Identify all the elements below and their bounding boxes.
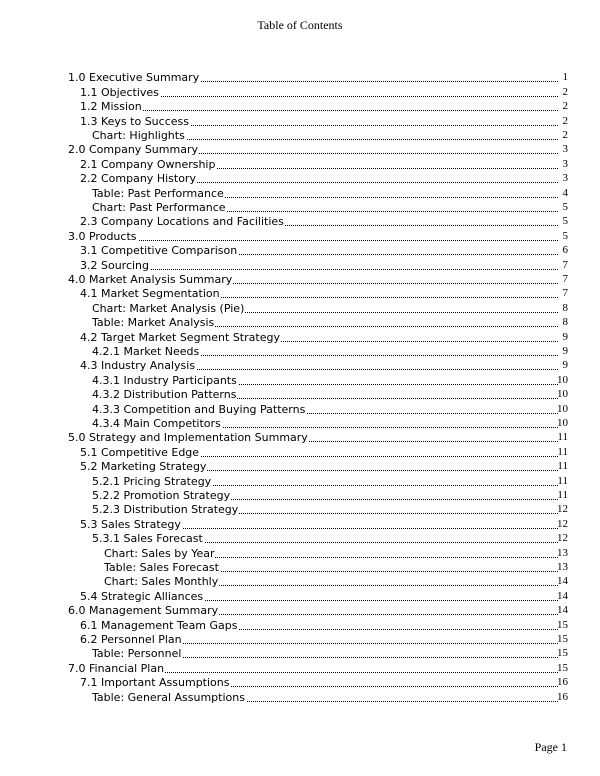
- toc-entry[interactable]: [0, 70, 600, 84]
- toc-entry[interactable]: [0, 459, 600, 473]
- toc-entry[interactable]: [0, 675, 600, 689]
- toc-entry-title: 5.3.1 Sales Forecast: [92, 532, 203, 546]
- toc-entry-page: 3: [562, 157, 568, 170]
- toc-entry[interactable]: [0, 617, 600, 631]
- toc-entry-title: 4.3.2 Distribution Patterns: [92, 388, 237, 402]
- toc-entry-page: 6: [562, 244, 568, 257]
- toc-entry-page: 15: [557, 632, 568, 645]
- toc-entry[interactable]: [0, 358, 600, 372]
- toc-entry-title: Chart: Past Performance: [92, 200, 226, 214]
- toc-entry-title: Table: Sales Forecast: [104, 560, 219, 574]
- toc-entry[interactable]: [0, 84, 600, 98]
- toc-entry-title: 1.3 Keys to Success: [80, 114, 189, 128]
- toc-entry-page: 11: [557, 431, 568, 444]
- toc-entry-title: Chart: Market Analysis (Pie): [92, 301, 245, 315]
- toc-entry-page: 13: [557, 560, 568, 573]
- toc-entry[interactable]: [0, 185, 600, 199]
- toc-entry[interactable]: [0, 128, 600, 142]
- toc-entry-title: 4.2.1 Market Needs: [92, 344, 200, 358]
- toc-entry[interactable]: [0, 257, 600, 271]
- toc-entry-title: 7.1 Important Assumptions: [80, 676, 230, 690]
- toc-entry-title: Chart: Sales by Year: [104, 546, 215, 560]
- toc-entry-title: 4.3.1 Industry Participants: [92, 373, 237, 387]
- toc-entry-title: 2.2 Company History: [80, 172, 196, 186]
- toc-entry-page: 16: [557, 690, 568, 703]
- toc-entry-page: 10: [557, 416, 568, 429]
- toc-entry-page: 2: [562, 85, 568, 98]
- toc-entry-page: 7: [562, 287, 568, 300]
- toc-entry-title: Chart: Highlights: [92, 128, 185, 142]
- toc-entry[interactable]: [0, 171, 600, 185]
- toc-entry[interactable]: [0, 545, 600, 559]
- toc-entry[interactable]: [0, 689, 600, 703]
- toc-entry-title: 5.2 Marketing Strategy: [80, 460, 207, 474]
- toc-entry-page: 15: [557, 647, 568, 660]
- toc-entry-page: 8: [562, 316, 568, 329]
- toc-entry-page: 5: [562, 229, 568, 242]
- toc-entry-page: 1: [562, 71, 568, 84]
- toc-entry-title: 3.0 Products: [68, 229, 137, 243]
- toc-entry-page: 2: [562, 128, 568, 141]
- toc-entry-title: 5.3 Sales Strategy: [80, 517, 181, 531]
- toc-entry-page: 12: [557, 532, 568, 545]
- toc-entry-page: 15: [557, 661, 568, 674]
- toc-entry[interactable]: [0, 329, 600, 343]
- toc-entry-title: 4.1 Market Segmentation: [80, 287, 220, 301]
- toc-entry[interactable]: [0, 444, 600, 458]
- toc-entry-page: 16: [557, 676, 568, 689]
- toc-entry-page: 2: [562, 114, 568, 127]
- page-number-footer: Page 1: [534, 740, 567, 754]
- toc-entry-page: 14: [557, 589, 568, 602]
- toc-entry[interactable]: [0, 588, 600, 602]
- toc-entry[interactable]: [0, 416, 600, 430]
- toc-entry-title: 4.3.3 Competition and Buying Patterns: [92, 402, 306, 416]
- toc-entry-title: 4.2 Target Market Segment Strategy: [80, 330, 280, 344]
- toc-entry-title: 6.2 Personnel Plan: [80, 632, 182, 646]
- toc-entry[interactable]: [0, 243, 600, 257]
- dot-leader: [80, 108, 558, 111]
- toc-entry[interactable]: [0, 214, 600, 228]
- toc-entry-title: 5.2.3 Distribution Strategy: [92, 503, 239, 517]
- toc-entry[interactable]: [0, 286, 600, 300]
- toc-entry-title: 2.1 Company Ownership: [80, 157, 216, 171]
- toc-entry-title: Chart: Sales Monthly: [104, 575, 219, 589]
- toc-entry[interactable]: [0, 200, 600, 214]
- toc-entry[interactable]: [0, 660, 600, 674]
- dot-leader: [80, 267, 558, 270]
- toc-entry-page: 5: [562, 215, 568, 228]
- toc-entry-title: 5.2.1 Pricing Strategy: [92, 474, 212, 488]
- toc-entry-title: 1.2 Mission: [80, 100, 142, 114]
- toc-entry[interactable]: [0, 516, 600, 530]
- toc-entry-title: Table: Past Performance: [92, 186, 224, 200]
- toc-entry[interactable]: [0, 344, 600, 358]
- toc-entry[interactable]: [0, 632, 600, 646]
- toc-entry-page: 15: [557, 618, 568, 631]
- toc-entry-title: 1.0 Executive Summary: [68, 71, 200, 85]
- toc-entry-title: 3.1 Competitive Comparison: [80, 244, 238, 258]
- toc-entry-page: 2: [562, 100, 568, 113]
- toc-entry-page: 14: [557, 575, 568, 588]
- toc-entry[interactable]: [0, 603, 600, 617]
- toc-entry-page: 12: [557, 517, 568, 530]
- toc-entry[interactable]: [0, 401, 600, 415]
- toc-entry[interactable]: [0, 387, 600, 401]
- toc-entry[interactable]: [0, 113, 600, 127]
- toc-entry[interactable]: [0, 430, 600, 444]
- toc-entry-page: 5: [562, 200, 568, 213]
- toc-entry-page: 11: [557, 488, 568, 501]
- toc-entry[interactable]: [0, 156, 600, 170]
- toc-entry-page: 7: [562, 272, 568, 285]
- toc-entry-page: 3: [562, 143, 568, 156]
- toc-entry-title: 7.0 Financial Plan: [68, 661, 165, 675]
- toc-entry[interactable]: [0, 502, 600, 516]
- toc-entry-title: 3.2 Sourcing: [80, 258, 150, 272]
- toc-entry-title: 1.1 Objectives: [80, 85, 159, 99]
- toc-entry[interactable]: [0, 560, 600, 574]
- toc-entry-title: 5.4 Strategic Alliances: [80, 589, 204, 603]
- toc-entry-title: 2.0 Company Summary: [68, 143, 198, 157]
- toc-entry-title: 5.2.2 Promotion Strategy: [92, 488, 231, 502]
- toc-entry[interactable]: [0, 315, 600, 329]
- toc-entry-page: 10: [557, 402, 568, 415]
- toc-entry-title: 5.0 Strategy and Implementation Summary: [68, 431, 308, 445]
- toc-entry-page: 11: [557, 460, 568, 473]
- toc-entry-page: 11: [557, 445, 568, 458]
- toc-entry-title: Table: General Assumptions: [92, 690, 245, 704]
- toc-entry-page: 8: [562, 301, 568, 314]
- toc-entry-title: 4.3 Industry Analysis: [80, 359, 196, 373]
- toc-entry[interactable]: [0, 488, 600, 502]
- toc-entry-page: 9: [562, 330, 568, 343]
- toc-entry[interactable]: [0, 99, 600, 113]
- toc-entry-title: 4.0 Market Analysis Summary: [68, 272, 233, 286]
- toc-entry-title: Table: Market Analysis: [92, 316, 215, 330]
- toc-entry-page: 13: [557, 546, 568, 559]
- toc-entry-page: 9: [562, 359, 568, 372]
- toc-entry-title: 4.3.4 Main Competitors: [92, 416, 221, 430]
- page-title: Table of Contents: [257, 18, 343, 32]
- toc-entry-title: 6.0 Management Summary: [68, 604, 219, 618]
- toc-entry-page: 11: [557, 474, 568, 487]
- toc-entry-page: 9: [562, 344, 568, 357]
- toc-entry[interactable]: [0, 300, 600, 314]
- toc-entry[interactable]: [0, 574, 600, 588]
- toc-entry[interactable]: [0, 473, 600, 487]
- toc-entry-title: 5.1 Competitive Edge: [80, 445, 200, 459]
- toc-entry-page: 7: [562, 258, 568, 271]
- toc-entry[interactable]: [0, 228, 600, 242]
- toc-entry-page: 10: [557, 373, 568, 386]
- toc-entry-page: 14: [557, 604, 568, 617]
- toc-entry-title: 2.3 Company Locations and Facilities: [80, 215, 284, 229]
- toc-entry[interactable]: [0, 272, 600, 286]
- toc-entry-page: 12: [557, 503, 568, 516]
- toc-entry-page: 3: [562, 172, 568, 185]
- toc-entry[interactable]: [0, 372, 600, 386]
- toc-entry[interactable]: [0, 142, 600, 156]
- toc-entry-title: 6.1 Management Team Gaps: [80, 618, 238, 632]
- toc-entry[interactable]: [0, 531, 600, 545]
- toc-entry[interactable]: [0, 646, 600, 660]
- toc-entry-page: 10: [557, 388, 568, 401]
- toc-entry-title: Table: Personnel: [92, 647, 182, 661]
- toc-entry-page: 4: [562, 186, 568, 199]
- dot-leader: [68, 238, 558, 241]
